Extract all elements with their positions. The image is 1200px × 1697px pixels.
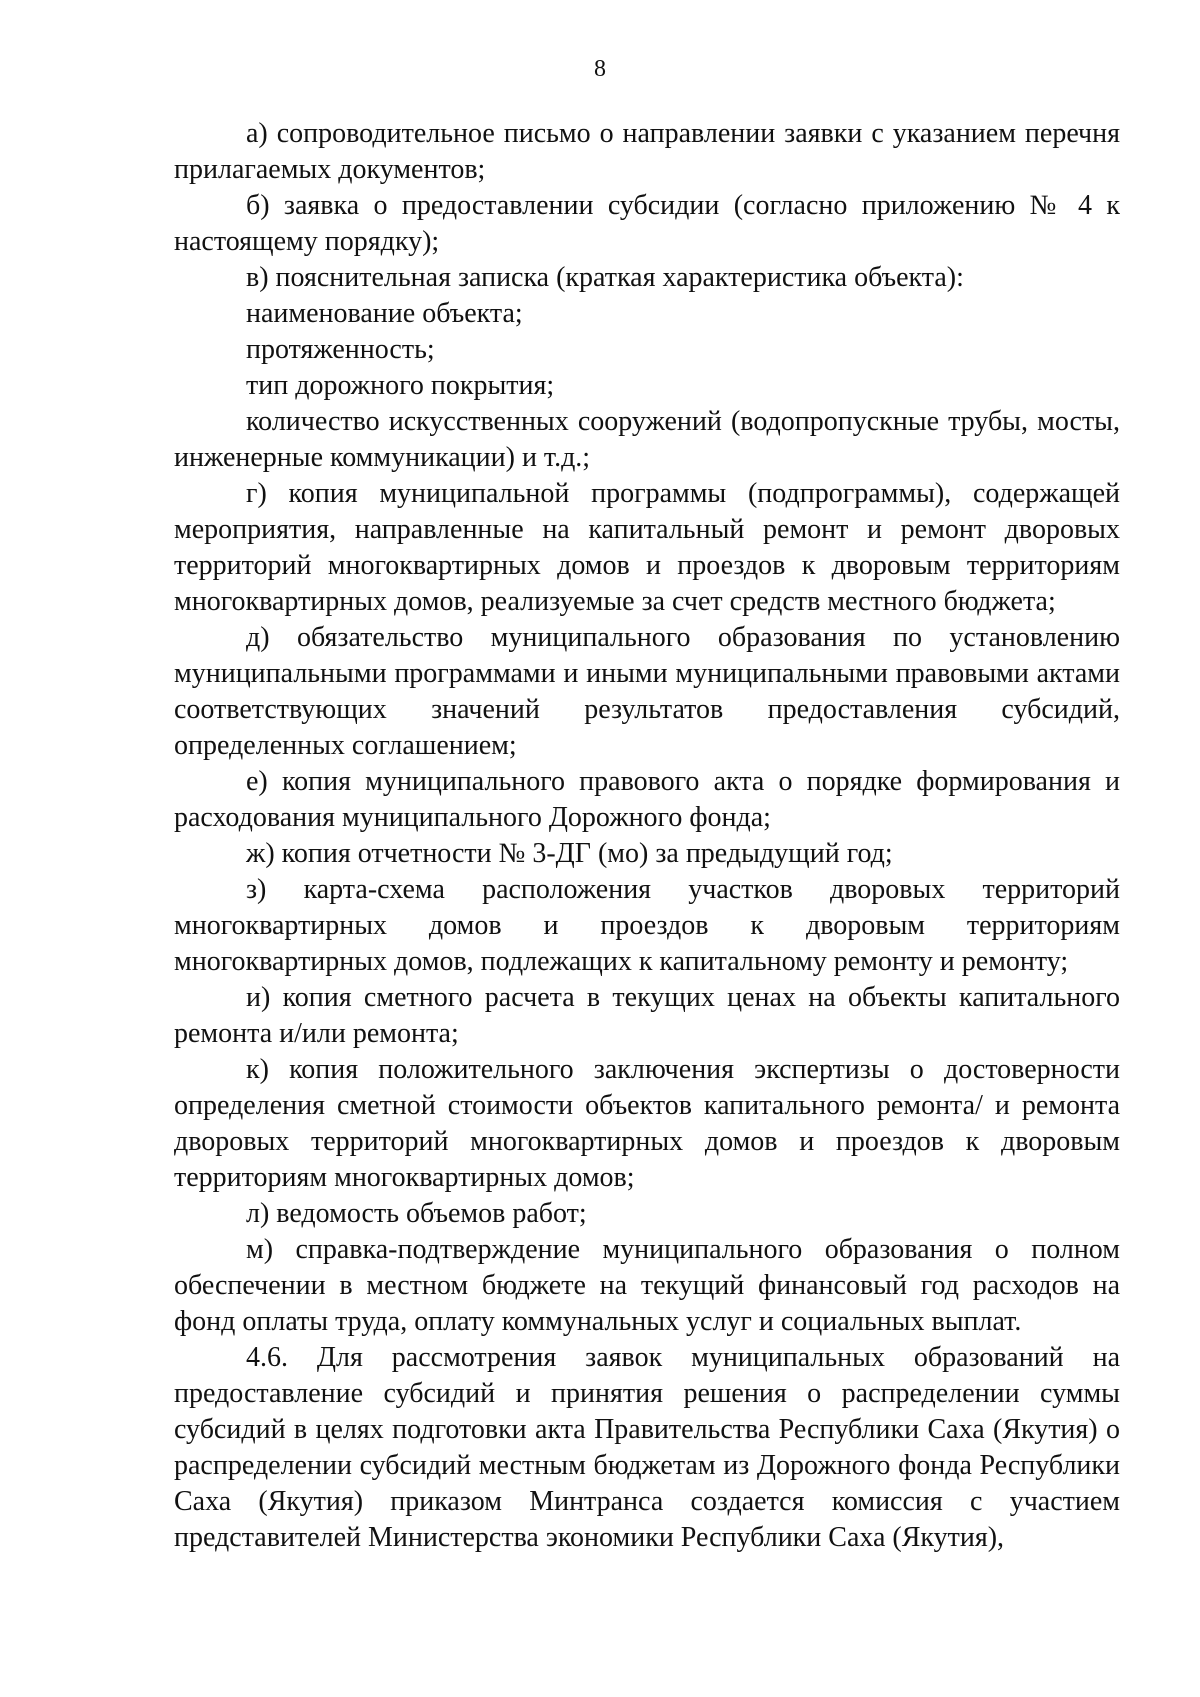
paragraph-zh: ж) копия отчетности № 3-ДГ (мо) за предыдущий год; (246, 838, 893, 869)
list-item-road-surface: тип дорожного покрытия; (246, 370, 555, 401)
paragraph-l: л) ведомость объемов работ; (246, 1198, 587, 1229)
paragraph-e: е) копия муниципального правового акта о порядке формирования и расходования муниципального Дорожного фонда; (174, 766, 1120, 833)
paragraph-z: з) карта-схема расположения участков дворовых территорий многоквартирных домов и проездов к дворовым территориям многоквартирных домов, подлежащих к капитальному ремонту и ремонту; (174, 874, 1120, 977)
paragraph-a: а) сопроводительное письмо о направлении заявки с указанием перечня прилагаемых документов; (174, 118, 1120, 185)
list-item-structures: количество искусственных сооружений (водопропускные трубы, мосты, инженерные коммуникации) и т.д.; (174, 406, 1120, 473)
paragraph-i: и) копия сметного расчета в текущих ценах на объекты капитального ремонта и/или ремонта; (174, 982, 1120, 1049)
paragraph-k: к) копия положительного заключения экспертизы о достоверности определения сметной стоимости объектов капитального ремонта/ и ремонта дворовых территорий многоквартирных домов и проездов к дворовым территориям многоквартирных домов; (174, 1054, 1120, 1193)
list-item-object-name: наименование объекта; (246, 298, 523, 329)
paragraph-4-6: 4.6. Для рассмотрения заявок муниципальных образований на предоставление субсидий и принятия решения о распределении суммы субсидий в целях подготовки акта Правительства Республики Саха (Якутия) о распределении субсидий местным бюджетам из Дорожного фонда Республики Саха (Якутия) приказом Минтранса создается комиссия с участием представителей Министерства экономики Республики Саха (Якутия), (174, 1342, 1120, 1553)
paragraph-v: в) пояснительная записка (краткая характеристика объекта): (246, 262, 964, 293)
paragraph-g: г) копия муниципальной программы (подпрограммы), содержащей мероприятия, направленные на капитальный ремонт и ремонт дворовых территорий многоквартирных домов и проездов к дворовым территориям многоквартирных домов, реализуемые за счет средств местного бюджета; (174, 478, 1120, 617)
paragraph-m: м) справка-подтверждение муниципального образования о полном обеспечении в местном бюджете на текущий финансовый год расходов на фонд оплаты труда, оплату коммунальных услуг и социальных выплат. (174, 1234, 1120, 1337)
paragraph-d: д) обязательство муниципального образования по установлению муниципальными программами и иными муниципальными правовыми актами соответствующих значений результатов предоставления субсидий, определенных соглашением; (174, 622, 1120, 761)
document-body (174, 116, 1120, 1556)
paragraph-b: б) заявка о предоставлении субсидии (согласно приложению № 4 к настоящему порядку); (174, 190, 1120, 257)
list-item-length: протяженность; (246, 334, 435, 365)
page-number: 8 (594, 56, 606, 82)
